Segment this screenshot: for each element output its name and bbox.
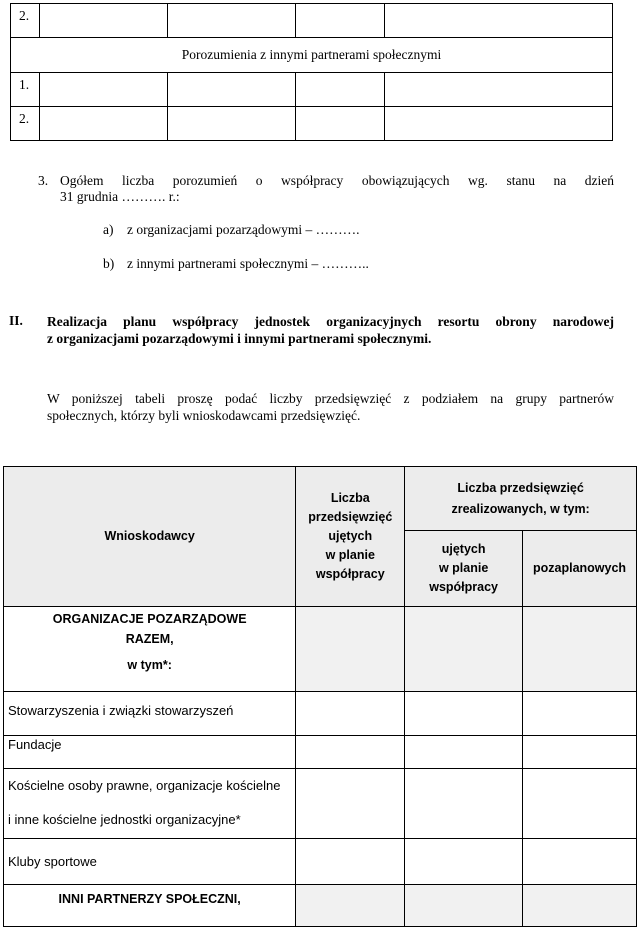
header-line: współpracy	[315, 567, 385, 581]
header-line: współpracy	[429, 580, 499, 594]
table-cell[interactable]	[405, 885, 523, 927]
section-title	[47, 313, 614, 347]
col-header-realized-planned	[405, 531, 523, 607]
col-header-realized	[405, 467, 637, 531]
header-line: w planie	[438, 561, 489, 575]
header-line: w planie	[325, 548, 375, 562]
row-label-ngo-total	[4, 607, 296, 692]
intro-paragraph	[47, 390, 614, 424]
col-header-applicants: Wnioskodawcy	[4, 467, 296, 607]
table-cell[interactable]	[296, 769, 405, 839]
item-text-line2: 31 grudnia ………. r.:	[60, 189, 180, 204]
table-cell[interactable]	[523, 769, 637, 839]
header-line: Liczba przedsięwzięć	[457, 480, 584, 495]
sub-item-text: z innymi partnerami społecznymi – ………..	[127, 256, 369, 271]
table-cell[interactable]	[405, 839, 523, 885]
table-cell[interactable]	[385, 107, 613, 141]
row-label-other-total: INNI PARTNERZY SPOŁECZNI,	[4, 885, 296, 927]
table-row	[11, 107, 613, 141]
item-number: 3.	[38, 173, 49, 188]
header-line: ujętych	[441, 542, 486, 556]
row-label-church	[4, 769, 296, 839]
sub-item-a	[103, 222, 360, 238]
table-cell[interactable]	[167, 73, 295, 107]
header-line: zrealizowanych, w tym:	[451, 501, 590, 516]
table-cell[interactable]	[405, 736, 523, 769]
table-cell[interactable]	[296, 607, 405, 692]
table-cell[interactable]	[405, 769, 523, 839]
table-row	[4, 692, 637, 736]
intro-line1: W poniższej tabeli proszę podać liczby przedsięwzięć z podziałem na grupy partnerów	[47, 391, 614, 406]
row-label-associations: Stowarzyszenia i związki stowarzyszeń	[4, 692, 296, 736]
intro-line2: społecznych, którzy byli wnioskodawcami przedsięwzięć.	[47, 408, 361, 423]
table-cell[interactable]	[405, 692, 523, 736]
table-cell[interactable]	[167, 107, 295, 141]
row-number: 2.	[11, 4, 40, 38]
table-row	[4, 736, 637, 769]
table-cell[interactable]	[295, 73, 385, 107]
section-title-line1: Realizacja planu współpracy jednostek organizacyjnych resortu obrony narodowej	[47, 314, 614, 329]
item-text-line1: Ogółem liczba porozumień o współpracy obowiązujących wg. stanu na dzień	[60, 173, 614, 188]
sub-item-letter: b)	[103, 256, 115, 271]
table-cell[interactable]	[39, 4, 167, 38]
table-cell[interactable]	[523, 839, 637, 885]
table-cell[interactable]	[523, 736, 637, 769]
table-cell[interactable]	[296, 839, 405, 885]
table-cell[interactable]	[523, 885, 637, 927]
table-header-row	[4, 467, 637, 531]
table-cell[interactable]	[167, 4, 295, 38]
col-header-unplanned: pozaplanowych	[523, 531, 637, 607]
sub-item-text: z organizacjami pozarządowymi – ……….	[127, 222, 360, 237]
col-header-planned	[296, 467, 405, 607]
sub-item-letter: a)	[103, 222, 114, 237]
table-cell[interactable]	[405, 607, 523, 692]
section-label: Porozumienia z innymi partnerami społecznymi	[11, 38, 613, 73]
table-row	[4, 607, 637, 692]
row-label-line: i inne kościelne jednostki organizacyjne*	[8, 812, 241, 827]
table-cell[interactable]	[39, 73, 167, 107]
row-label-line: RAZEM,	[125, 632, 174, 646]
initiatives-table	[3, 466, 637, 927]
section-number: II.	[9, 313, 23, 328]
table-row	[11, 73, 613, 107]
table-cell[interactable]	[523, 607, 637, 692]
table-cell[interactable]	[39, 107, 167, 141]
table-row	[11, 4, 613, 38]
row-label-line: Kościelne osoby prawne, organizacje kościelne	[8, 778, 281, 793]
header-line: ujętych	[328, 529, 373, 543]
table-cell[interactable]	[295, 107, 385, 141]
agreements-table	[10, 3, 613, 141]
section-title-line2: z organizacjami pozarządowymi i innymi partnerami społecznymi.	[47, 331, 432, 346]
table-cell[interactable]	[523, 692, 637, 736]
row-label-foundations: Fundacje	[4, 736, 296, 769]
header-line: przedsięwzięć	[308, 510, 393, 524]
header-line: Liczba	[330, 491, 370, 505]
table-row	[4, 769, 637, 839]
table-cell[interactable]	[296, 736, 405, 769]
table-row	[11, 38, 613, 73]
table-cell[interactable]	[385, 73, 613, 107]
row-label-line: ORGANIZACJE POZARZĄDOWE	[52, 612, 247, 626]
table-cell[interactable]	[296, 692, 405, 736]
row-number: 2.	[11, 107, 40, 141]
sub-item-b	[103, 256, 369, 272]
table-cell[interactable]	[296, 885, 405, 927]
row-number: 1.	[11, 73, 40, 107]
item-3	[38, 173, 614, 205]
table-row	[4, 885, 637, 927]
table-cell[interactable]	[385, 4, 613, 38]
table-cell[interactable]	[295, 4, 385, 38]
row-label-line: w tym*:	[127, 658, 172, 672]
table-row	[4, 839, 637, 885]
row-label-sports: Kluby sportowe	[4, 839, 296, 885]
